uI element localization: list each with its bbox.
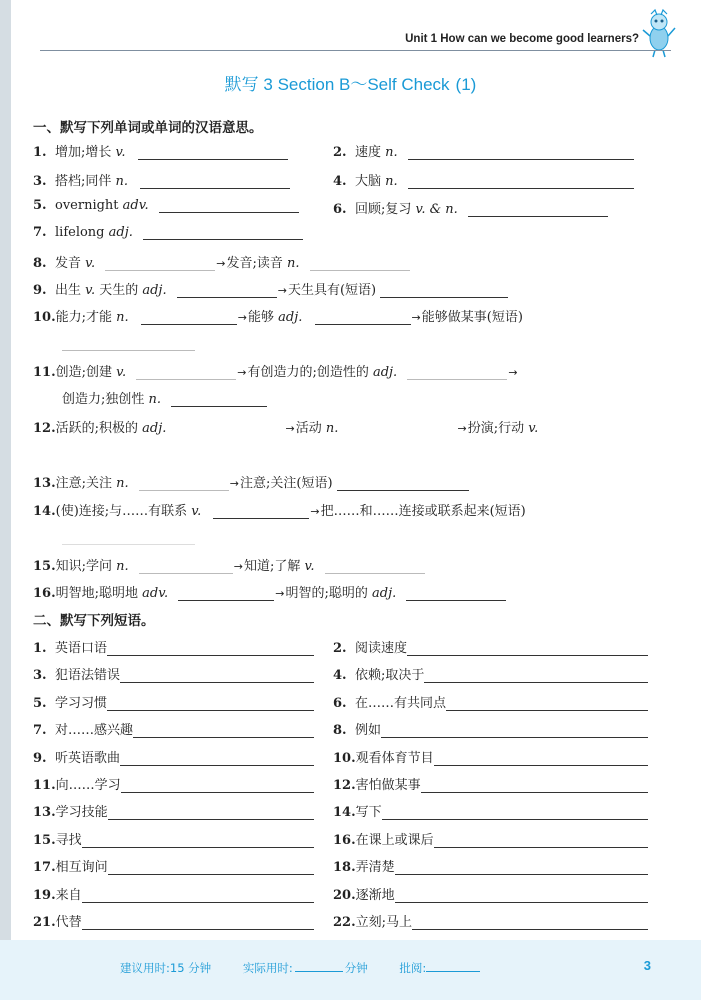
- answer-blank[interactable]: [434, 833, 648, 848]
- phrase-item: [333, 856, 648, 875]
- item-prompt-derived: 活动: [295, 421, 326, 436]
- phrase-item: [33, 829, 314, 848]
- item-prompt: 搭档;同伴: [55, 174, 116, 189]
- item-number: 7.: [33, 723, 47, 739]
- vocab-item-16: [33, 582, 506, 601]
- review: [399, 961, 508, 975]
- answer-blank[interactable]: [395, 860, 648, 875]
- phrase-prompt: 向……学习: [55, 778, 121, 793]
- item-prompt-derived: 明智的;聪明的: [285, 586, 373, 601]
- item-pos: adv.: [142, 586, 169, 601]
- item-prompt: 注意;关注: [55, 476, 117, 491]
- vocab-item-3: [33, 170, 290, 189]
- item-number: 13.: [33, 805, 56, 821]
- review-blank[interactable]: [426, 960, 480, 972]
- item-number: 15.: [33, 832, 56, 848]
- answer-blank[interactable]: [395, 888, 648, 903]
- item-pos: v.: [304, 559, 315, 574]
- item-number: 2.: [333, 145, 347, 160]
- page-edge-strip: [0, 0, 11, 1000]
- vocab-item-6: [333, 198, 608, 217]
- actual-time-unit: 分钟: [344, 961, 368, 975]
- item-prompt: 发音: [55, 256, 86, 271]
- item-number: 3.: [33, 668, 47, 684]
- item-prompt: 创造;创建: [55, 365, 117, 380]
- item-number: 14.: [333, 805, 356, 821]
- item-pos: v.: [85, 256, 96, 271]
- answer-blank-13a[interactable]: [139, 476, 229, 491]
- item-number: 1.: [33, 145, 47, 160]
- arrow-icon: →: [457, 422, 467, 435]
- item-prompt: 明智地;聪明地: [55, 586, 143, 601]
- item-number: 11.: [33, 365, 56, 380]
- item-prompt-phrase: 注意;关注(短语): [240, 476, 333, 491]
- item-number: 5.: [33, 198, 47, 213]
- item-prompt: 知识;学问: [55, 559, 117, 574]
- phrase-item: [333, 747, 648, 766]
- item-number: 8.: [33, 256, 47, 271]
- answer-blank-10b[interactable]: [315, 310, 411, 325]
- answer-blank[interactable]: [421, 778, 648, 793]
- phrase-item: [333, 664, 648, 683]
- item-prompt: 能力;才能: [55, 310, 117, 325]
- answer-blank-9b[interactable]: [380, 283, 508, 298]
- item-number: 11.: [33, 778, 56, 793]
- item-prompt-derived: 天生的: [95, 283, 143, 298]
- arrow-icon: →: [275, 587, 285, 600]
- answer-blank-9a[interactable]: [177, 283, 277, 298]
- answer-blank-10c[interactable]: [62, 350, 195, 351]
- item-prompt: 回顾;复习: [355, 202, 416, 217]
- page-title-number: (1): [455, 75, 477, 94]
- item-number: 22.: [333, 915, 356, 930]
- phrase-prompt: 逐渐地: [355, 887, 395, 903]
- vocab-item-4: [333, 170, 634, 189]
- phrase-item: [33, 692, 314, 711]
- phrase-prompt: 学习习惯: [55, 695, 108, 711]
- item-number: 9.: [33, 283, 47, 298]
- unit-title: Unit 1 How can we become good learners?: [405, 33, 639, 45]
- arrow-icon: →: [237, 311, 248, 324]
- arrow-icon: →: [310, 505, 320, 518]
- phrase-item: [33, 719, 314, 738]
- answer-blank-8a[interactable]: [105, 256, 215, 271]
- answer-blank-16a[interactable]: [178, 586, 274, 601]
- item-prompt: 大脑: [355, 174, 386, 189]
- phrase-prompt: 观看体育节目: [355, 750, 434, 766]
- item-prompt-derived: 有创造力的;创造性的: [247, 365, 373, 380]
- phrase-prompt: 犯语法错误: [55, 668, 121, 684]
- item-prompt: 增加;增长: [55, 145, 116, 160]
- item-number: 5.: [33, 695, 47, 711]
- answer-blank[interactable]: [107, 696, 314, 711]
- phrase-item: [333, 829, 648, 848]
- arrow-icon: →: [277, 284, 287, 297]
- item-number: 6.: [333, 202, 347, 217]
- item-pos: adj.: [142, 421, 167, 436]
- suggested-time: 建议用时:15 分钟: [120, 961, 212, 975]
- item-number: 4.: [333, 668, 347, 684]
- vocab-item-11-cont: [62, 388, 267, 407]
- phrase-item: [33, 637, 314, 656]
- arrow-icon: →: [411, 311, 421, 324]
- answer-blank[interactable]: [381, 723, 648, 738]
- item-pos: v.: [85, 283, 96, 298]
- item-prompt: overnight: [55, 198, 123, 213]
- phrase-item: [33, 747, 314, 766]
- item-number: 14.: [33, 504, 56, 519]
- answer-blank-6[interactable]: [468, 202, 608, 217]
- answer-blank[interactable]: [424, 668, 648, 683]
- item-number: 6.: [333, 695, 347, 711]
- item-number: 16.: [33, 586, 56, 601]
- phrase-prompt: 立刻;马上: [355, 915, 413, 930]
- answer-blank-12b[interactable]: [347, 421, 457, 436]
- item-pos: adj.: [278, 310, 303, 325]
- vocab-item-1: [33, 141, 288, 160]
- item-pos: v.: [191, 504, 202, 519]
- phrase-prompt: 代替: [55, 915, 82, 930]
- answer-blank-16b[interactable]: [406, 586, 506, 601]
- item-pos: n.: [115, 174, 129, 189]
- vocab-item-7: [33, 225, 303, 240]
- arrow-icon: →: [216, 257, 226, 270]
- review-label: 批阅:: [399, 961, 427, 975]
- actual-time-label: 实际用时:: [242, 961, 293, 975]
- phrase-item: [33, 664, 314, 683]
- item-pos: adj.: [372, 586, 397, 601]
- item-number: 19.: [33, 887, 56, 903]
- vocab-item-11: [33, 361, 519, 380]
- item-prompt-derived: 知道;了解: [244, 559, 305, 574]
- answer-blank-14b[interactable]: [62, 544, 195, 545]
- item-prompt: lifelong: [55, 225, 109, 240]
- vocab-item-2: [333, 141, 634, 160]
- item-prompt-derived: 发音;读音: [226, 256, 287, 271]
- answer-blank-3[interactable]: [140, 174, 290, 189]
- item-pos: n.: [385, 174, 398, 189]
- vocab-item-14: [33, 500, 526, 519]
- phrase-prompt: 写下: [355, 805, 382, 821]
- phrase-item: [33, 911, 314, 930]
- item-number: 17.: [33, 860, 56, 876]
- item-prompt: 活跃的;积极的: [55, 421, 143, 436]
- item-pos: adj.: [142, 283, 167, 298]
- item-pos: n.: [286, 256, 300, 271]
- answer-blank[interactable]: [133, 723, 314, 738]
- arrow-icon: →: [237, 366, 247, 379]
- phrase-item: [33, 801, 314, 820]
- phrase-prompt: 相互询问: [55, 860, 108, 876]
- item-number: 13.: [33, 476, 56, 491]
- answer-blank-10a[interactable]: [141, 310, 237, 325]
- item-prompt-phrase: 能够做某事(短语): [421, 310, 523, 325]
- phrase-prompt: 英语口语: [55, 641, 108, 656]
- item-pos: adj.: [372, 365, 398, 380]
- vocab-item-10: [33, 306, 523, 325]
- answer-blank-15a[interactable]: [139, 559, 233, 574]
- answer-blank[interactable]: [434, 751, 648, 766]
- vocab-item-15: [33, 555, 425, 574]
- actual-time-blank[interactable]: [295, 960, 343, 972]
- item-prompt-derived: 能够: [248, 310, 279, 325]
- answer-blank[interactable]: [82, 888, 314, 903]
- item-number: 12.: [33, 421, 56, 436]
- item-pos: n.: [148, 392, 162, 407]
- answer-blank[interactable]: [412, 915, 648, 930]
- phrase-prompt: 听英语歌曲: [55, 750, 121, 766]
- answer-blank-2[interactable]: [408, 145, 634, 160]
- phrase-prompt: 寻找: [55, 832, 82, 848]
- phrase-item: [333, 719, 648, 738]
- phrase-prompt: 弄清楚: [355, 860, 395, 876]
- item-pos: n.: [385, 145, 398, 160]
- page-title: [0, 70, 701, 95]
- answer-blank-4[interactable]: [408, 174, 634, 189]
- answer-blank[interactable]: [108, 805, 314, 820]
- answer-blank-7[interactable]: [143, 225, 303, 240]
- item-pos: v. & n.: [415, 202, 458, 217]
- phrase-prompt: 在……有共同点: [355, 695, 447, 711]
- item-prompt-phrase: 把……和……连接或联系起来(短语): [320, 504, 526, 519]
- item-pos: adv.: [122, 198, 149, 213]
- phrase-prompt: 来自: [55, 887, 82, 903]
- item-pos: adj.: [108, 225, 133, 240]
- answer-blank[interactable]: [108, 860, 314, 875]
- item-pos: n.: [116, 310, 129, 325]
- answer-blank[interactable]: [107, 641, 314, 656]
- arrow-icon: →: [229, 477, 240, 490]
- phrase-prompt: 依赖;取决于: [355, 668, 425, 684]
- answer-blank[interactable]: [120, 751, 314, 766]
- item-number: 15.: [33, 559, 56, 574]
- item-pos: n.: [325, 421, 339, 436]
- answer-blank[interactable]: [82, 915, 314, 930]
- phrase-prompt: 学习技能: [55, 805, 108, 821]
- vocab-item-9: [33, 279, 508, 298]
- phrase-item: [33, 856, 314, 875]
- phrase-item: [33, 774, 314, 793]
- footer-info: [120, 960, 536, 976]
- item-number: 9.: [33, 750, 47, 766]
- arrow-icon: →: [285, 422, 295, 435]
- answer-blank-5[interactable]: [159, 198, 299, 213]
- item-number: 16.: [333, 832, 356, 848]
- phrase-item: [333, 774, 648, 793]
- page-title-text: 默写 3 Section B～Self Check: [224, 75, 450, 94]
- arrow-icon: →: [508, 366, 518, 379]
- item-prompt-phrase: 天生具有(短语): [287, 283, 377, 298]
- answer-blank[interactable]: [121, 778, 314, 793]
- item-number: 8.: [333, 723, 347, 739]
- item-pos: n.: [116, 559, 129, 574]
- section1-heading: 一、默写下列单词或单词的汉语意思。: [33, 120, 263, 136]
- item-number: 2.: [333, 641, 347, 656]
- item-number: 7.: [33, 225, 47, 240]
- phrase-item: [33, 884, 314, 903]
- phrase-prompt: 在课上或课后: [355, 832, 434, 848]
- phrase-item: [333, 637, 648, 656]
- phrase-prompt: 对……感兴趣: [55, 723, 134, 739]
- answer-blank[interactable]: [120, 668, 314, 683]
- answer-blank-11b[interactable]: [407, 365, 507, 380]
- answer-blank-1[interactable]: [138, 145, 288, 160]
- answer-blank-14a[interactable]: [213, 504, 309, 519]
- answer-blank-11a[interactable]: [136, 365, 236, 380]
- arrow-icon: →: [233, 560, 244, 573]
- answer-blank[interactable]: [382, 805, 648, 820]
- item-number: 21.: [33, 915, 56, 930]
- item-prompt: 出生: [55, 283, 86, 298]
- vocab-item-8: [33, 252, 410, 271]
- answer-blank-13b[interactable]: [337, 476, 469, 491]
- item-prompt-derived: 创造力;独创性: [62, 392, 149, 407]
- phrase-prompt: 例如: [355, 723, 382, 739]
- item-prompt: 速度: [355, 145, 386, 160]
- item-pos: v.: [115, 145, 126, 160]
- item-number: 20.: [333, 887, 356, 903]
- phrase-item: [333, 911, 648, 930]
- phrase-item: [333, 884, 648, 903]
- phrase-item: [333, 692, 648, 711]
- section2-heading: 二、默写下列短语。: [33, 613, 155, 629]
- item-number: 3.: [33, 174, 47, 189]
- item-number: 4.: [333, 174, 347, 189]
- answer-blank-8b[interactable]: [310, 256, 410, 271]
- answer-blank[interactable]: [407, 641, 648, 656]
- header-divider: [40, 50, 671, 51]
- item-number: 10.: [333, 750, 356, 766]
- item-number: 12.: [333, 778, 356, 793]
- phrase-item: [333, 801, 648, 820]
- item-number: 1.: [33, 641, 47, 656]
- answer-blank-15b[interactable]: [325, 559, 425, 574]
- actual-time: [243, 961, 368, 975]
- answer-blank-12a[interactable]: [175, 421, 285, 436]
- page-number: 3: [643, 958, 651, 973]
- item-pos: v.: [116, 365, 127, 380]
- item-number: 18.: [333, 860, 356, 876]
- answer-blank-11c[interactable]: [171, 392, 267, 407]
- answer-blank[interactable]: [446, 696, 648, 711]
- item-prompt: (使)连接;与……有联系: [55, 504, 192, 519]
- item-prompt-derived: 扮演;行动: [467, 421, 529, 436]
- vocab-item-12: [33, 417, 538, 436]
- vocab-item-5: [33, 198, 299, 213]
- phrase-prompt: 害怕做某事: [355, 778, 421, 793]
- phrase-prompt: 阅读速度: [355, 641, 408, 656]
- vocab-item-13: [33, 472, 469, 491]
- item-pos: n.: [116, 476, 129, 491]
- answer-blank[interactable]: [82, 833, 314, 848]
- item-pos: v.: [528, 421, 539, 436]
- item-number: 10.: [33, 310, 56, 325]
